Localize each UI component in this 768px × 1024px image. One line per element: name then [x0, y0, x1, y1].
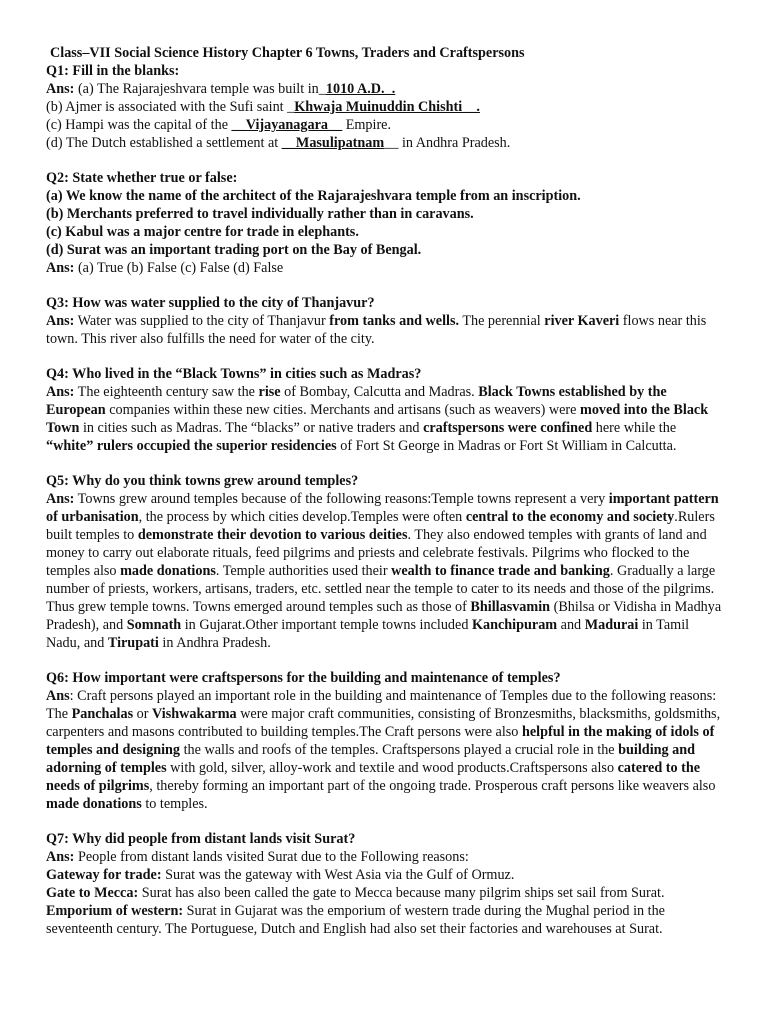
fill-answer: __Vijayanagara__ [231, 117, 343, 133]
q3-question: Q3: How was water supplied to the city of Thanjavur? [46, 295, 375, 311]
q2-item: (d) Surat was an important trading port on the Bay of Bengal. [46, 242, 422, 258]
q7-question: Q7: Why did people from distant lands visit Surat? [46, 831, 356, 847]
page-title: Class–VII Social Science History Chapter 6 Towns, Traders and Craftspersons [50, 45, 525, 61]
question-6 [46, 669, 726, 813]
question-4 [46, 365, 726, 455]
fill-answer: __Masulipatnam [281, 135, 385, 151]
q1-answer-a: Ans: (a) The Rajarajeshvara temple was built in_1010 A.D._. [46, 81, 396, 97]
question-1 [46, 62, 726, 152]
q1-answer-c: (c) Hampi was the capital of the __Vijayanagara__ Empire. [46, 117, 392, 133]
q4-question: Q4: Who lived in the “Black Towns” in cities such as Madras? [46, 366, 422, 382]
q1-question: Q1: Fill in the blanks: [46, 63, 180, 79]
q7-reason: Emporium of western: Surat in Gujarat was the emporium of western trade during the Mughal period in the seventeenth century. The Portuguese, Dutch and English had also set their factories and warehouses at Surat. [46, 903, 665, 937]
question-2 [46, 169, 726, 277]
ans-label: Ans: [46, 81, 75, 97]
q5-question: Q5: Why do you think towns grew around temples? [46, 473, 359, 489]
q5-answer: Ans: Towns grew around temples because of the following reasons:Temple towns represent a very important pattern of urbanisation, the process by which cities develop.Temples were often central to the economy and society.Rulers built temples to demonstrate their devotion to various deities. They also endowed temples with grants of land and money to carry out elaborate rituals, feed pilgrims and priests and celebrate festivals. Pilgrims who flocked to the temples also made donations. Temple authorities used their wealth to finance trade and banking. Gradually a large number of priests, workers, artisans, traders, etc. settled near the temple to cater to its needs and those of the pilgrims. Thus grew temple towns. Towns emerged around temples such as those of Bhillasvamin (Bhilsa or Vidisha in Madhya Pradesh), and Somnath in Gujarat.Other important temple towns included Kanchipuram and Madurai in Tamil Nadu, and Tirupati in Andhra Pradesh. [46, 491, 722, 651]
q4-answer: Ans: The eighteenth century saw the rise of Bombay, Calcutta and Madras. Black Towns established by the European companies within these new cities. Merchants and artisans (such as weavers) were moved into the Black Town in cities such as Madras. The “blacks” or native traders and craftspersons were confined here while the “white” rulers occupied the superior residencies of Fort St George in Madras or Fort St William in Calcutta. [46, 384, 709, 454]
question-7 [46, 830, 726, 938]
q2-question: Q2: State whether true or false: [46, 170, 238, 186]
q2-item: (b) Merchants preferred to travel individually rather than in caravans. [46, 206, 474, 222]
question-3 [46, 294, 726, 348]
q2-item: (a) We know the name of the architect of the Rajarajeshvara temple from an inscription. [46, 188, 581, 204]
q1-answer-b: (b) Ajmer is associated with the Sufi saint _Khwaja Muinuddin Chishti__. [46, 99, 480, 115]
q2-item: (c) Kabul was a major centre for trade in elephants. [46, 224, 359, 240]
q2-answer: Ans: (a) True (b) False (c) False (d) False [46, 260, 284, 276]
q7-reason: Gate to Mecca: Surat has also been called the gate to Mecca because many pilgrim ships set sail from Surat. [46, 885, 665, 901]
document-page [46, 44, 726, 938]
question-5 [46, 472, 726, 652]
fill-answer: Khwaja Muinuddin Chishti__. [294, 99, 480, 115]
q6-question: Q6: How important were craftspersons for the building and maintenance of temples? [46, 670, 561, 686]
fill-answer: 1010 A.D._. [325, 81, 396, 97]
q7-answer-intro: Ans: People from distant lands visited Surat due to the Following reasons: [46, 849, 469, 865]
q3-answer: Ans: Water was supplied to the city of Thanjavur from tanks and wells. The perennial river Kaveri flows near this town. This river also fulfills the need for water of the city. [46, 313, 707, 347]
q7-reason: Gateway for trade: Surat was the gateway with West Asia via the Gulf of Ormuz. [46, 867, 515, 883]
q6-answer: Ans: Craft persons played an important role in the building and maintenance of Temples due to the following reasons: The Panchalas or Vishwakarma were major craft communities, consisting of Bronzesmiths, blacksmiths, goldsmiths, carpenters and masons contributed to building temples.The Craft persons were also helpful in the making of idols of temples and designing the walls and roofs of the temples. Craftspersons played a crucial role in the building and adorning of temples with gold, silver, alloy-work and textile and wood products.Craftspersons also catered to the needs of pilgrims, thereby forming an important part of the ongoing trade. Prosperous craft persons like weavers also made donations to temples. [46, 688, 721, 812]
q1-answer-d: (d) The Dutch established a settlement at __Masulipatnam__ in Andhra Pradesh. [46, 135, 511, 151]
